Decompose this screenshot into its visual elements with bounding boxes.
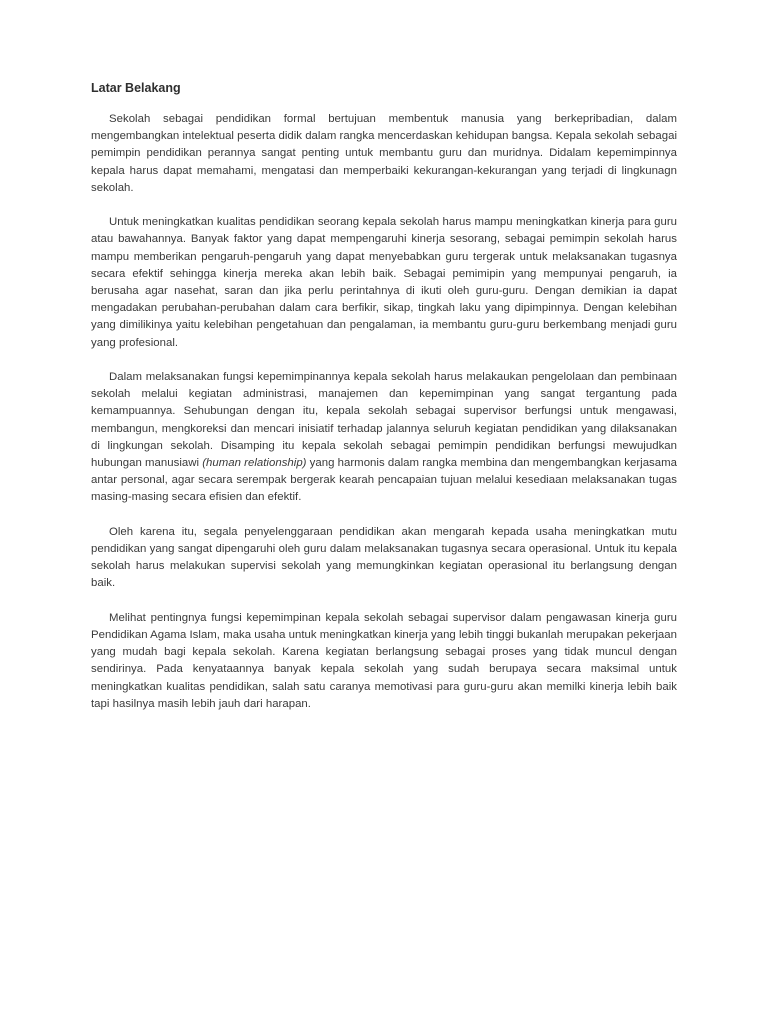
paragraph-3-text-after: yang harmonis dalam rangka membina dan mengembangkan kerjasama antar personal, agar secara serempak bergerak kearah pencapaian tujuan melalui kesediaan melaksanakan tugas masing-masing secara efisien dan efektif.: [91, 457, 677, 504]
section-heading: Latar Belakang: [91, 81, 181, 95]
paragraph-3: [91, 369, 677, 507]
document-page: [91, 80, 677, 730]
paragraph-1: Sekolah sebagai pendidikan formal bertujuan membentuk manusia yang berkepribadian, dalam mengembangkan intelektual peserta didik dalam rangka mencerdaskan kehidupan bangsa. Kepala sekolah sebagai pemimpin pendidikan perannya sangat penting untuk membantu guru dan muridnya. Didalam kepemimpinnya kepala harus dapat memahami, mengatasi dan memperbaiki kekurangan-kekurangan yang terjadi di lingkunagn sekolah.: [91, 113, 677, 194]
paragraph-3-italic-term: (human relationship): [202, 457, 307, 470]
paragraph-4: Oleh karena itu, segala penyelenggaraan pendidikan akan mengarah kepada usaha meningkatkan mutu pendidikan yang sangat dipengaruhi oleh guru dalam melaksanakan tugasnya secara operasional. Untuk itu kepala sekolah harus melakukan supervisi sekolah yang memungkinkan kegiatan operasional itu berlangsung dengan baik.: [91, 525, 677, 590]
paragraph-2: Untuk meningkatkan kualitas pendidikan seorang kepala sekolah harus mampu meningkatkan kinerja para guru atau bawahannya. Banyak faktor yang dapat mempengaruhi kinerja sesorang, sebagai pemimpin sekolah harus mampu memberikan pengaruh-pengaruh yang dapat menyebabkan guru tergerak untuk melaksanakan tugasnya secara efektif sehingga kinerja mereka akan lebih baik. Sebagai pemimipin yang mempunyai pengaruh, ia berusaha agar nasehat, saran dan jika perlu perintahnya di ikuti oleh guru-guru. Dengan demikian ia dapat mengadakan perubahan-perubahan dalam cara berfikir, sikap, tingkah laku yang dipimpinnya. Dengan kelebihan yang dimilikinya yaitu kelebihan pengetahuan dan pengalaman, ia membantu guru-guru berkembang menjadi guru yang profesional.: [91, 216, 677, 349]
paragraph-5: Melihat pentingnya fungsi kepemimpinan kepala sekolah sebagai supervisor dalam pengawasan kinerja guru Pendidikan Agama Islam, maka usaha untuk meningkatkan kinerja yang lebih tinggi bukanlah merupakan pekerjaan yang mudah bagi kepala sekolah. Karena kegiatan berlangsung sebagai proses yang tidak muncul dengan sendirinya. Pada kenyataannya banyak kepala sekolah yang sudah berupaya secara maksimal untuk meningkatkan kualitas pendidikan, salah satu caranya memotivasi para guru-guru akan memilki kinerja lebih baik tapi hasilnya masih lebih jauh dari harapan.: [91, 611, 677, 710]
paragraph-3-text-before: Dalam melaksanakan fungsi kepemimpinannya kepala sekolah harus melakaukan pengelolaan dan pembinaan sekolah melalui kegiatan administrasi, manajemen dan kepemimpinan yang sangat tergantung pada kemampuannya. Sehubungan dengan itu, kepala sekolah sebagai supervisor berfungsi untuk mengawasi, membangun, mengkoreksi dan mencari inisiatif terhadap jalannya seluruh kegiatan pendidikan yang dilaksanakan di lingkungan sekolah. Disamping itu kepala sekolah sebagai pemimpin pendidikan berfungsi mewujudkan hubungan manusiawi: [91, 371, 677, 470]
